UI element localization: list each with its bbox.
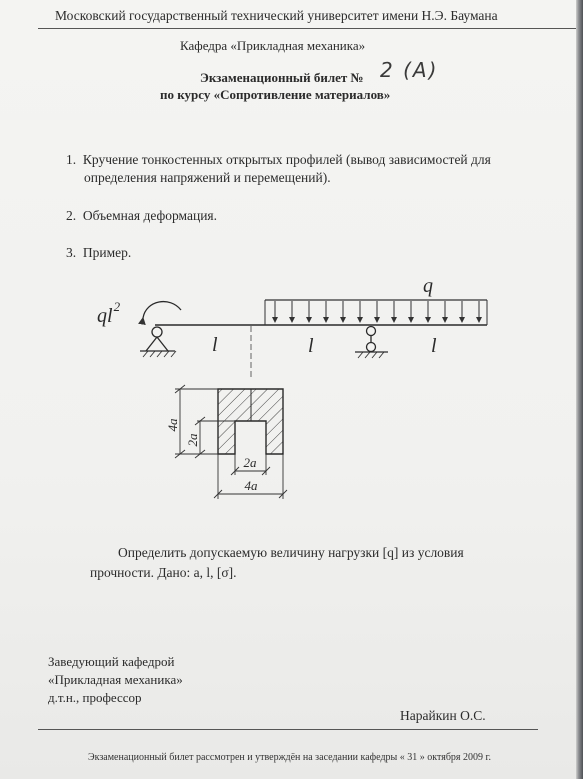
task-line-2: прочности. Дано: a, l, [σ]. bbox=[90, 565, 237, 580]
university-name: Московский государственный технический университет имени Н.Э. Баумана bbox=[55, 8, 498, 23]
approval-note: Экзаменационный билет рассмотрен и утверждён на заседании кафедры « 31 » октября 2009 г. bbox=[88, 752, 491, 763]
span-2-label: l bbox=[308, 335, 314, 357]
span-3-label: l bbox=[431, 335, 437, 357]
distributed-load bbox=[265, 300, 487, 325]
head-degree: д.т.н., профессор bbox=[48, 690, 142, 705]
task-line-1: Определить допускаемую величину нагрузки [q] из условия bbox=[118, 545, 464, 560]
dim-2a-vertical: 2a bbox=[185, 433, 200, 447]
question-1-continuation: определения напряжений и перемещений). bbox=[84, 170, 331, 185]
dim-4a-vertical: 4a bbox=[165, 418, 180, 432]
load-label: q bbox=[423, 275, 433, 297]
head-department-name: «Прикладная механика» bbox=[48, 672, 183, 687]
cross-section bbox=[218, 389, 283, 454]
dim-2a-horizontal: 2a bbox=[243, 455, 257, 470]
footer-rule bbox=[38, 729, 538, 730]
moment-label: $ql^2$ bbox=[97, 299, 121, 327]
course-name: по курсу «Сопротивление материалов» bbox=[160, 87, 391, 102]
question-2: 2. Объемная деформация. bbox=[66, 208, 218, 223]
left-pin-support bbox=[140, 327, 176, 357]
question-3: 3. Пример. bbox=[66, 245, 132, 260]
signatory-name: Нарайкин О.С. bbox=[400, 708, 486, 723]
ticket-number-handwritten: 2 (А) bbox=[380, 58, 439, 82]
span-1-label: l bbox=[212, 334, 218, 356]
department-name: Кафедра «Прикладная механика» bbox=[180, 38, 366, 53]
head-of-department-title: Заведующий кафедрой bbox=[48, 654, 175, 669]
right-roller-support bbox=[355, 327, 388, 359]
moment-arrow bbox=[143, 302, 181, 318]
question-1: 1. Кручение тонкостенных открытых профилей (вывод зависимостей для bbox=[66, 152, 491, 167]
dim-4a-horizontal: 4a bbox=[244, 478, 258, 493]
ticket-title: Экзаменационный билет № bbox=[200, 70, 364, 85]
